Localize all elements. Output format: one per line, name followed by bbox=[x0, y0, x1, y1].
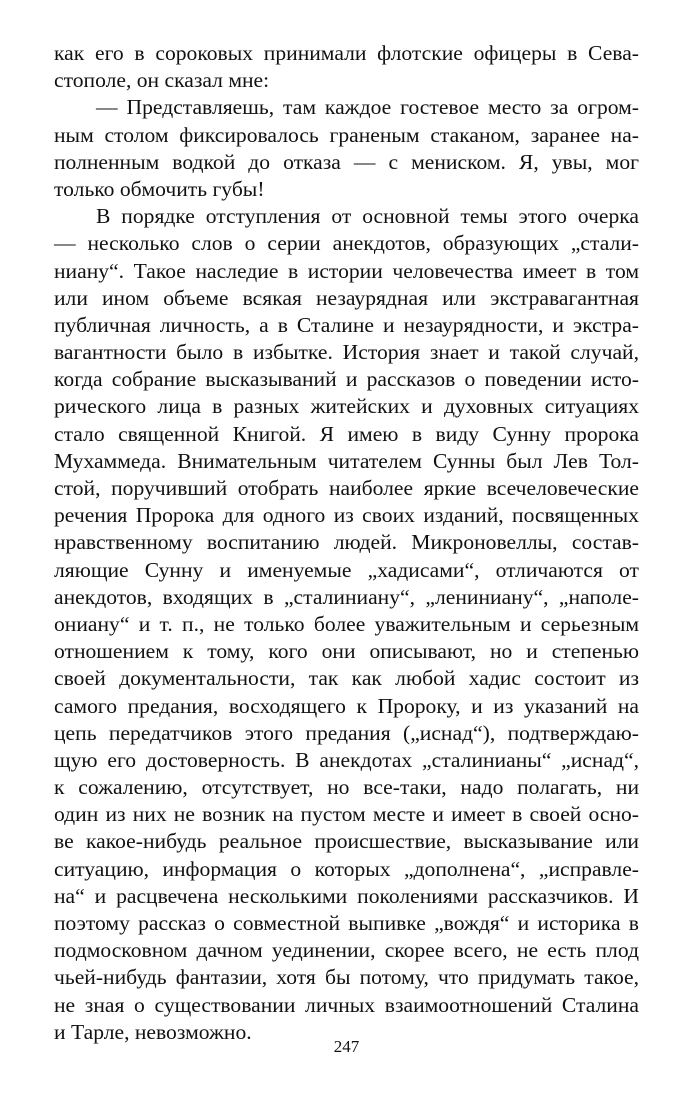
text-line: или ином объеме всякая незаурядная или экстравагантная bbox=[54, 285, 639, 310]
text-line: самого предания, восходящего к Пророку, и из указаний на bbox=[54, 693, 639, 718]
text-line: когда собрание высказываний и рассказов о поведении исто- bbox=[54, 367, 639, 392]
text-line: ляющие Сунну и именуемые „хадисами“, отличаются от bbox=[54, 557, 639, 582]
text-line: ниану“. Такое наследие в истории человечества имеет в том bbox=[54, 258, 639, 283]
paragraph-3 bbox=[54, 203, 639, 1046]
text-line: щую его достоверность. В анекдотах „сталинианы“ „иснад“, bbox=[54, 747, 639, 772]
text-line: поэтому рассказ о совместной выпивке „вождя“ и историка в bbox=[54, 911, 639, 935]
text-line: ситуацию, информация о которых „дополнена“, „исправле- bbox=[54, 856, 639, 881]
paragraph-1 bbox=[54, 40, 639, 94]
text-line: не зная о существовании личных взаимоотношений Сталина bbox=[54, 992, 639, 1017]
text-line: — несколько слов о серии анекдотов, образующих „стали- bbox=[54, 231, 639, 256]
text-line: полненным водкой до отказа — с мениском. Я, увы, мог bbox=[54, 149, 639, 174]
text-line: цепь передатчиков этого предания („иснад“), подтверждаю- bbox=[54, 720, 639, 745]
text-line: только обмочить губы! bbox=[54, 176, 265, 201]
text-line: стополе, он сказал мне: bbox=[54, 68, 270, 93]
text-line: ониану“ и т. п., не только более уважительным и серьезным bbox=[54, 611, 639, 636]
paragraph-2 bbox=[54, 94, 639, 203]
text-line: своей документальности, так как любой хадис состоит из bbox=[54, 666, 639, 691]
page-number: 247 bbox=[333, 1037, 360, 1056]
page-body bbox=[54, 40, 639, 1046]
text-line: анекдотов, входящих в „сталиниану“, „лениниану“, „наполе- bbox=[54, 584, 639, 609]
text-line: стой, поручивший отобрать наиболее яркие всечеловеческие bbox=[54, 476, 639, 500]
text-line: как его в сороковых принимали флотские офицеры в Сева- bbox=[54, 41, 639, 65]
text-line: на“ и расцвечена несколькими поколениями рассказчиков. И bbox=[54, 883, 639, 908]
text-line: чьей-нибудь фантазии, хотя бы потому, что придумать такое, bbox=[54, 965, 639, 990]
text-line: нравственному воспитанию людей. Микроновеллы, состав- bbox=[54, 530, 639, 555]
text-line: подмосковном дачном уединении, скорее всего, не есть плод bbox=[54, 938, 639, 963]
text-line: — Представляешь, там каждое гостевое место за огром- bbox=[96, 95, 639, 120]
text-line: В порядке отступления от основной темы этого очерка bbox=[96, 204, 639, 229]
text-line: стало священной Книгой. Я имею в виду Сунну пророка bbox=[54, 421, 639, 446]
text-line: один из них не возник на пустом месте и имеет в своей осно- bbox=[54, 802, 639, 827]
text-line: отношением к тому, кого они описывают, но и степенью bbox=[54, 639, 639, 664]
text-line: ным столом фиксировалось граненым стаканом, заранее на- bbox=[54, 122, 639, 147]
text-line: рического лица в разных житейских и духовных ситуациях bbox=[54, 394, 639, 419]
text-line: ве какое-нибудь реальное происшествие, высказывание или bbox=[54, 829, 639, 854]
text-line: публичная личность, а в Сталине и незаурядности, и экстра- bbox=[54, 312, 639, 337]
text-line: вагантности было в избытке. История знает и такой случай, bbox=[54, 340, 639, 365]
text-line: речения Пророка для одного из своих изданий, посвященных bbox=[54, 503, 639, 528]
text-line: Мухаммеда. Внимательным читателем Сунны был Лев Тол- bbox=[54, 448, 639, 473]
text-line: к сожалению, отсутствует, но все-таки, надо полагать, ни bbox=[54, 775, 639, 800]
text-line: и Тарле, невозможно. bbox=[54, 1019, 252, 1044]
